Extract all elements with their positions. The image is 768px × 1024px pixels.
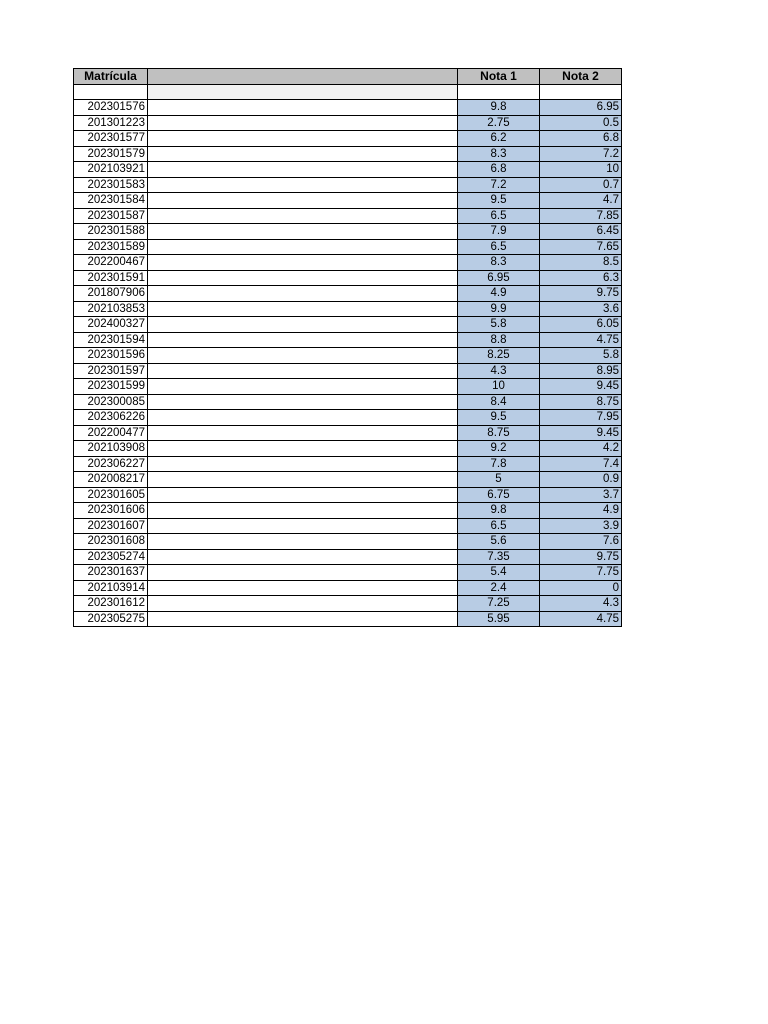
cell-nota1: 9.5 <box>458 410 540 426</box>
cell-nota1: 5.4 <box>458 565 540 581</box>
cell-nome <box>148 317 458 333</box>
cell-nome <box>148 255 458 271</box>
cell-matricula: 202301596 <box>74 348 148 364</box>
grades-sheet <box>73 68 622 627</box>
cell-matricula: 201807906 <box>74 286 148 302</box>
cell-matricula: 202301608 <box>74 534 148 550</box>
cell-nota2: 6.3 <box>540 270 622 286</box>
cell-nota1: 4.3 <box>458 363 540 379</box>
table-row <box>74 472 622 488</box>
cell-nota1: 8.3 <box>458 255 540 271</box>
cell-nota1: 9.5 <box>458 193 540 209</box>
blank-cell <box>540 84 622 100</box>
cell-nota1: 5.8 <box>458 317 540 333</box>
blank-row <box>74 84 622 100</box>
cell-nota1: 8.4 <box>458 394 540 410</box>
cell-nota2: 8.5 <box>540 255 622 271</box>
cell-nome <box>148 472 458 488</box>
table-row <box>74 208 622 224</box>
cell-matricula: 202306226 <box>74 410 148 426</box>
header-nota1: Nota 1 <box>458 69 540 85</box>
cell-nota1: 9.9 <box>458 301 540 317</box>
cell-nome <box>148 177 458 193</box>
table-row <box>74 193 622 209</box>
cell-nota1: 8.25 <box>458 348 540 364</box>
cell-nota1: 6.2 <box>458 131 540 147</box>
cell-nome <box>148 425 458 441</box>
cell-nota2: 4.2 <box>540 441 622 457</box>
table-row <box>74 596 622 612</box>
table-row <box>74 162 622 178</box>
cell-nome <box>148 487 458 503</box>
cell-nome <box>148 348 458 364</box>
cell-nota2: 0.5 <box>540 115 622 131</box>
cell-nota2: 6.95 <box>540 100 622 116</box>
table-row <box>74 146 622 162</box>
table-row <box>74 317 622 333</box>
cell-nota1: 6.5 <box>458 518 540 534</box>
table-row <box>74 239 622 255</box>
cell-nota1: 8.8 <box>458 332 540 348</box>
cell-nome <box>148 131 458 147</box>
cell-matricula: 202301577 <box>74 131 148 147</box>
cell-nota2: 7.75 <box>540 565 622 581</box>
grades-table <box>73 68 622 627</box>
cell-matricula: 202301605 <box>74 487 148 503</box>
cell-nota1: 7.35 <box>458 549 540 565</box>
cell-nota2: 9.75 <box>540 549 622 565</box>
cell-matricula: 202200477 <box>74 425 148 441</box>
table-row <box>74 100 622 116</box>
cell-matricula: 202008217 <box>74 472 148 488</box>
cell-matricula: 202103853 <box>74 301 148 317</box>
table-row <box>74 534 622 550</box>
table-row <box>74 549 622 565</box>
table-row <box>74 611 622 627</box>
table-row <box>74 379 622 395</box>
table-row <box>74 425 622 441</box>
cell-matricula: 202301584 <box>74 193 148 209</box>
cell-nome <box>148 518 458 534</box>
cell-nota1: 7.25 <box>458 596 540 612</box>
table-row <box>74 565 622 581</box>
cell-nota1: 6.95 <box>458 270 540 286</box>
cell-nota1: 2.4 <box>458 580 540 596</box>
cell-matricula: 202305274 <box>74 549 148 565</box>
cell-matricula: 202301606 <box>74 503 148 519</box>
table-row <box>74 224 622 240</box>
cell-nota1: 6.8 <box>458 162 540 178</box>
cell-matricula: 202301594 <box>74 332 148 348</box>
cell-nota2: 8.95 <box>540 363 622 379</box>
cell-matricula: 202301612 <box>74 596 148 612</box>
grades-table-header <box>74 69 622 85</box>
cell-nota2: 7.65 <box>540 239 622 255</box>
cell-nota2: 6.05 <box>540 317 622 333</box>
cell-matricula: 202301583 <box>74 177 148 193</box>
cell-nota2: 3.9 <box>540 518 622 534</box>
cell-nota2: 9.45 <box>540 379 622 395</box>
table-row <box>74 518 622 534</box>
cell-nota2: 7.85 <box>540 208 622 224</box>
table-row <box>74 363 622 379</box>
table-row <box>74 131 622 147</box>
cell-nota1: 6.5 <box>458 239 540 255</box>
cell-nome <box>148 580 458 596</box>
cell-nota1: 9.2 <box>458 441 540 457</box>
cell-nome <box>148 394 458 410</box>
cell-nota1: 7.2 <box>458 177 540 193</box>
table-row <box>74 255 622 271</box>
cell-nome <box>148 363 458 379</box>
cell-nota2: 7.4 <box>540 456 622 472</box>
cell-nota2: 10 <box>540 162 622 178</box>
table-row <box>74 456 622 472</box>
cell-matricula: 202400327 <box>74 317 148 333</box>
table-row <box>74 580 622 596</box>
cell-nome <box>148 611 458 627</box>
cell-nome <box>148 224 458 240</box>
table-row <box>74 394 622 410</box>
cell-nota2: 7.6 <box>540 534 622 550</box>
cell-matricula: 202301591 <box>74 270 148 286</box>
header-matricula: Matrícula <box>74 69 148 85</box>
table-row <box>74 115 622 131</box>
cell-nota1: 5 <box>458 472 540 488</box>
cell-nota2: 7.95 <box>540 410 622 426</box>
cell-nota2: 6.45 <box>540 224 622 240</box>
table-row <box>74 441 622 457</box>
cell-matricula: 202103914 <box>74 580 148 596</box>
cell-matricula: 202300085 <box>74 394 148 410</box>
cell-nota1: 9.8 <box>458 503 540 519</box>
cell-matricula: 202306227 <box>74 456 148 472</box>
cell-nome <box>148 503 458 519</box>
cell-nome <box>148 193 458 209</box>
table-row <box>74 503 622 519</box>
cell-nota1: 8.3 <box>458 146 540 162</box>
header-row <box>74 69 622 85</box>
cell-matricula: 202301597 <box>74 363 148 379</box>
cell-nota1: 6.5 <box>458 208 540 224</box>
cell-nota1: 7.9 <box>458 224 540 240</box>
cell-nome <box>148 534 458 550</box>
cell-nota1: 2.75 <box>458 115 540 131</box>
cell-matricula: 202301588 <box>74 224 148 240</box>
cell-nome <box>148 379 458 395</box>
cell-nota2: 9.45 <box>540 425 622 441</box>
cell-nota2: 7.2 <box>540 146 622 162</box>
cell-nota2: 4.3 <box>540 596 622 612</box>
cell-nome <box>148 565 458 581</box>
cell-nome <box>148 410 458 426</box>
cell-nota1: 9.8 <box>458 100 540 116</box>
cell-nome <box>148 208 458 224</box>
cell-matricula: 201301223 <box>74 115 148 131</box>
cell-nota2: 3.6 <box>540 301 622 317</box>
cell-nome <box>148 239 458 255</box>
table-row <box>74 487 622 503</box>
blank-cell <box>148 84 458 100</box>
cell-nota1: 8.75 <box>458 425 540 441</box>
blank-cell <box>74 84 148 100</box>
cell-nota1: 6.75 <box>458 487 540 503</box>
cell-nota2: 8.75 <box>540 394 622 410</box>
cell-nota2: 5.8 <box>540 348 622 364</box>
cell-matricula: 202103908 <box>74 441 148 457</box>
table-row <box>74 348 622 364</box>
cell-nota1: 10 <box>458 379 540 395</box>
cell-nota1: 4.9 <box>458 286 540 302</box>
cell-nota2: 6.8 <box>540 131 622 147</box>
cell-nota2: 0.7 <box>540 177 622 193</box>
header-nome <box>148 69 458 85</box>
cell-matricula: 202103921 <box>74 162 148 178</box>
cell-nota2: 4.9 <box>540 503 622 519</box>
cell-nota1: 5.95 <box>458 611 540 627</box>
cell-matricula: 202301579 <box>74 146 148 162</box>
table-row <box>74 270 622 286</box>
cell-matricula: 202301587 <box>74 208 148 224</box>
cell-nota2: 4.75 <box>540 332 622 348</box>
table-row <box>74 332 622 348</box>
cell-nota2: 0 <box>540 580 622 596</box>
header-nota2: Nota 2 <box>540 69 622 85</box>
cell-matricula: 202301589 <box>74 239 148 255</box>
cell-nome <box>148 332 458 348</box>
cell-nome <box>148 549 458 565</box>
cell-nota1: 7.8 <box>458 456 540 472</box>
cell-nome <box>148 162 458 178</box>
cell-matricula: 202301599 <box>74 379 148 395</box>
cell-nome <box>148 301 458 317</box>
cell-nota2: 9.75 <box>540 286 622 302</box>
cell-nota2: 4.7 <box>540 193 622 209</box>
cell-nome <box>148 456 458 472</box>
blank-cell <box>458 84 540 100</box>
cell-matricula: 202305275 <box>74 611 148 627</box>
cell-matricula: 202301637 <box>74 565 148 581</box>
cell-nome <box>148 286 458 302</box>
cell-nome <box>148 441 458 457</box>
table-row <box>74 301 622 317</box>
cell-nota2: 0.9 <box>540 472 622 488</box>
cell-matricula: 202301576 <box>74 100 148 116</box>
table-row <box>74 286 622 302</box>
cell-nome <box>148 270 458 286</box>
table-row <box>74 177 622 193</box>
cell-nota2: 3.7 <box>540 487 622 503</box>
cell-nome <box>148 146 458 162</box>
cell-matricula: 202200467 <box>74 255 148 271</box>
cell-matricula: 202301607 <box>74 518 148 534</box>
table-row <box>74 410 622 426</box>
cell-nome <box>148 100 458 116</box>
cell-nota2: 4.75 <box>540 611 622 627</box>
cell-nota1: 5.6 <box>458 534 540 550</box>
cell-nome <box>148 596 458 612</box>
cell-nome <box>148 115 458 131</box>
grades-table-body <box>74 84 622 627</box>
